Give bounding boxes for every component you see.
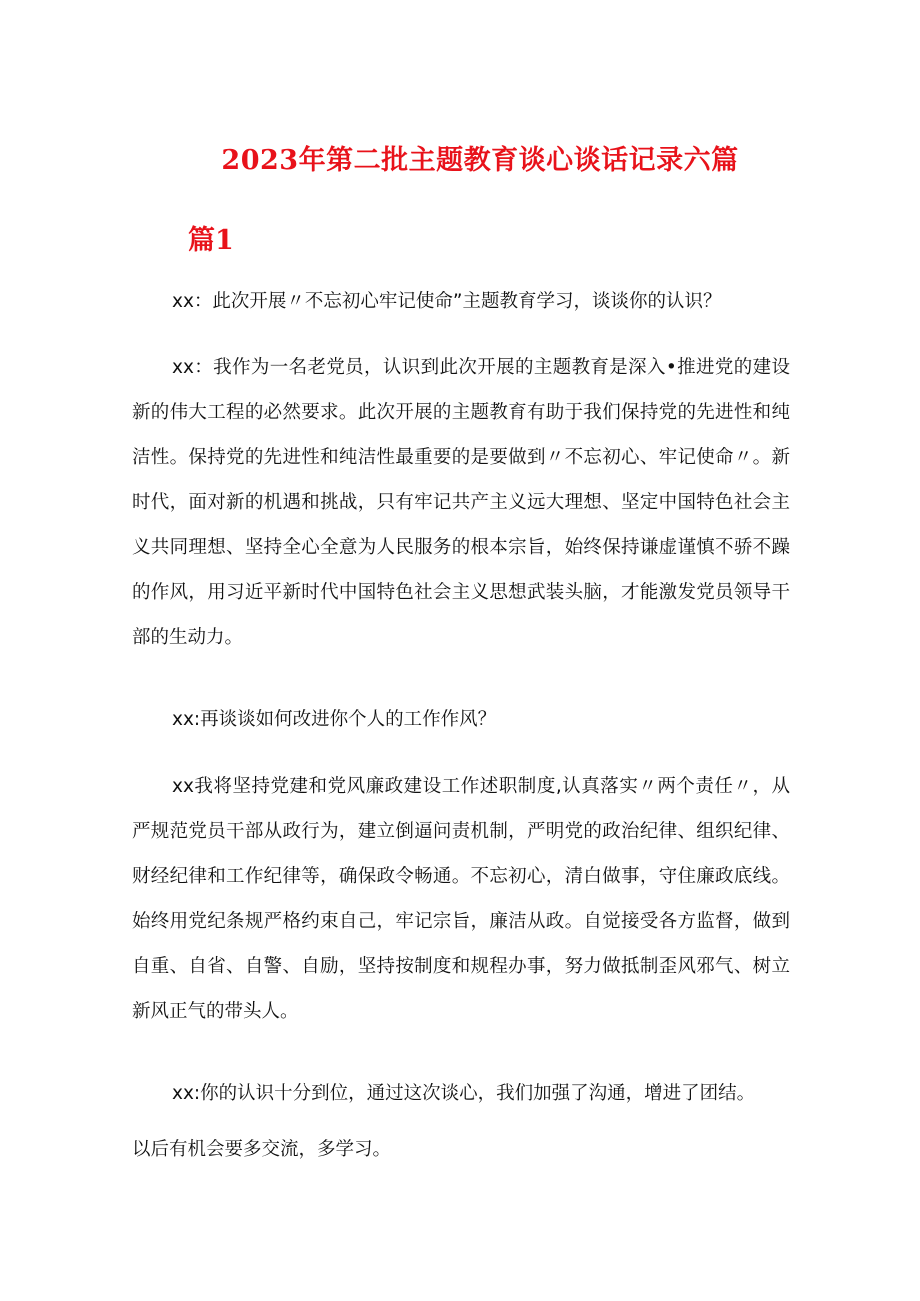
document-title: 2023年第二批主题教育谈心谈话记录六篇 [221,145,739,176]
paragraph: 以后有机会要多交流，多学习。 [132,1139,392,1160]
paragraph: xx：此次开展〃不忘初心牢记使命”主题教育学习，谈谈你的认识？ [172,291,722,312]
paragraph: xx:你的认识十分到位，通过这次谈心，我们加强了沟通，增进了团结。 [172,1083,756,1104]
paragraph: xx：我作为一名老党员，认识到此次开展的主题教育是深入•推进党的建设新的伟大工程的必然要求。此次开展的主题教育有助于我们保持党的先进性和纯洁性。保持党的先进性和纯洁性最重要的是要做到〃不忘初心、牢记使命〃。新时代，面对新的机遇和挑战，只有牢记共产主义远大理想、坚定中国特色社会主义共同理想、坚持全心全意为人民服务的根本宗旨，始终保持谦虚谨慎不骄不躁的作风，用习近平新时代中国特色社会主义思想武装头脑，才能激发党员领导干部的生动力。 [132,357,790,648]
paragraph: xx我将坚持党建和党风廉政建设工作述职制度,认真落实〃两个责任〃，从严规范党员干部从政行为，建立倒逼问责机制，严明党的政治纪律、组织纪律、财经纪律和工作纪律等，确保政令畅通。不忘初心，清白做事，守住廉政底线。始终用党纪条规严格约束自己，牢记宗旨，廉洁从政。自觉接受各方监督，做到自重、自省、自警、自励，坚持按制度和规程办事，努力做抵制歪风邪气、树立新风正气的带头人。 [132,776,790,1022]
section-heading: 篇1 [188,225,234,256]
paragraph: xx:再谈谈如何改进你个人的工作作风？ [172,709,497,730]
